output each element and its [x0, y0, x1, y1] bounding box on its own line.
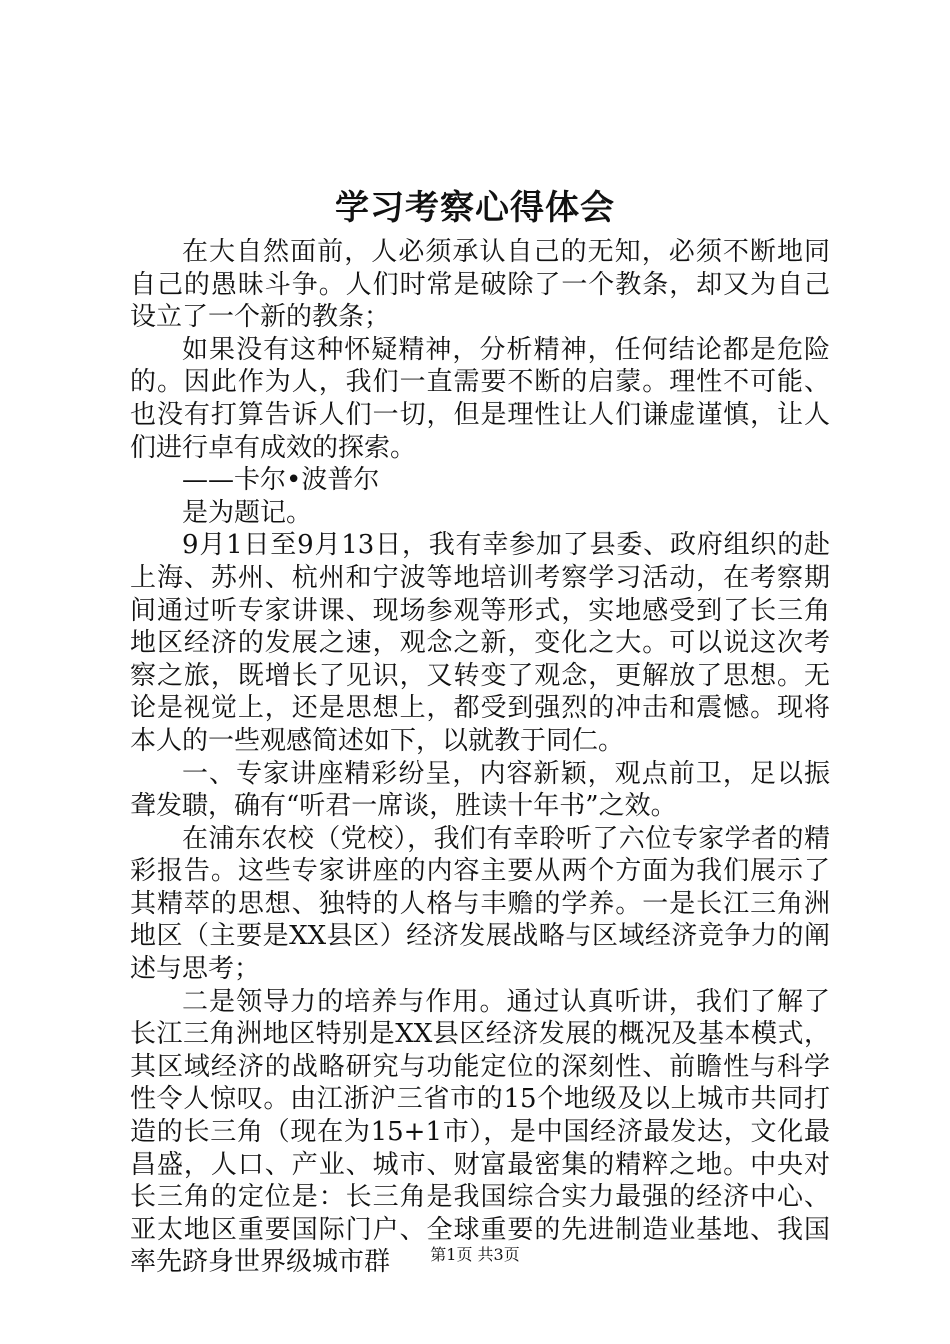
- section-heading-1: 一、专家讲座精彩纷呈，内容新颖，观点前卫，足以振聋发聩，确有“听君一席谈，胜读十年书”之效。: [130, 758, 830, 822]
- document-title: 学习考察心得体会: [335, 188, 615, 228]
- paragraph-intro: 9月1日至9月13日，我有幸参加了县委、政府组织的赴上海、苏州、杭州和宁波等地培训考察学习活动，在考察期间通过听专家讲课、现场参观等形式，实地感受到了长三角地区经济的发展之速，观念之新，变化之大。可以说这次考察之旅，既增长了见识，又转变了观念，更解放了思想。无论是视觉上，还是思想上，都受到强烈的冲击和震憾。现将本人的一些观感简述如下，以就教于同仁。: [130, 530, 830, 756]
- document-body: [130, 236, 830, 1279]
- epigraph-attribution: ——卡尔•波普尔: [182, 465, 380, 496]
- paragraph-note: 是为题记。: [182, 497, 313, 528]
- paragraph-lectures: 在浦东农校（党校），我们有幸聆听了六位专家学者的精彩报告。这些专家讲座的内容主要从两个方面为我们展示了其精萃的思想、独特的人格与丰赡的学养。一是长江三角洲地区（主要是XX县区）经济发展战略与区域经济竞争力的阐述与思考；: [130, 823, 830, 985]
- paragraph-epigraph-1: 在大自然面前，人必须承认自己的无知，必须不断地同自己的愚昧斗争。人们时常是破除了一个教条，却又为自己设立了一个新的教条；: [130, 237, 830, 333]
- page-footer: 第1页 共3页: [430, 1245, 520, 1264]
- paragraph-leadership: 二是领导力的培养与作用。通过认真听讲，我们了解了长江三角洲地区特别是XX县区经济发展的概况及基本模式，其区域经济的战略研究与功能定位的深刻性、前瞻性与科学性令人惊叹。由江浙沪三省市的15个地级及以上城市共同打造的长三角（现在为15+1市），是中国经济最发达，文化最昌盛，人口、产业、城市、财富最密集的精粹之地。中央对长三角的定位是：长三角是我国综合实力最强的经济中心、亚太地区重要国际门户、全球重要的先进制造业基地、我国率先跻身世界级城市群: [130, 986, 830, 1278]
- paragraph-epigraph-2: 如果没有这种怀疑精神，分析精神，任何结论都是危险的。因此作为人，我们一直需要不断的启蒙。理性不可能、也没有打算告诉人们一切，但是理性让人们谦虚谨慎，让人们进行卓有成效的探索。: [130, 334, 830, 463]
